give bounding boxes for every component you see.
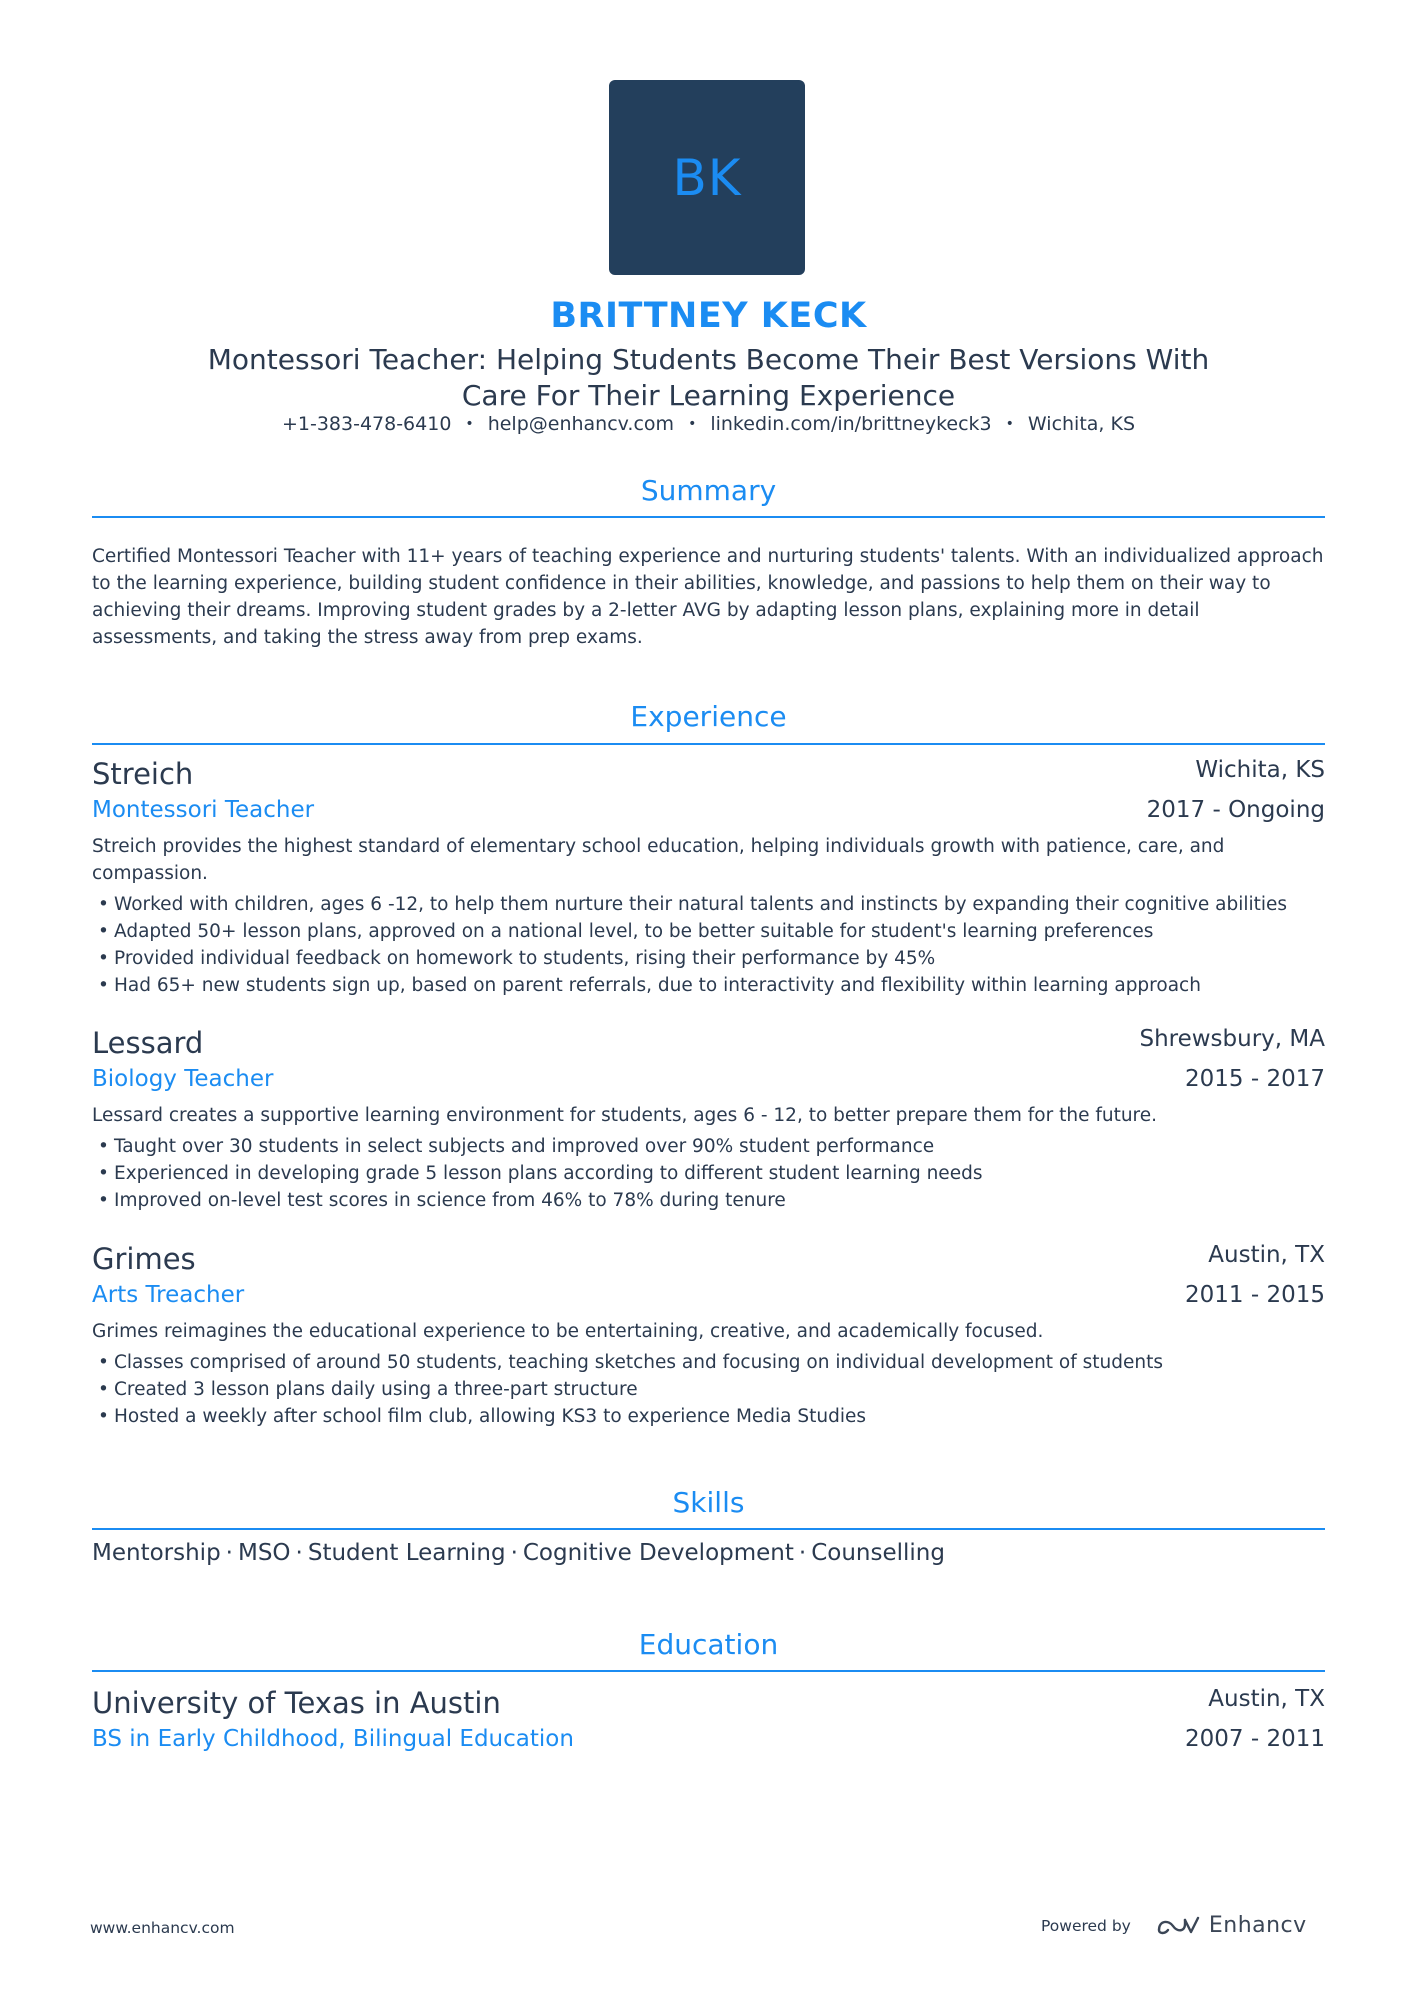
candidate-name: BRITTNEY KECK bbox=[550, 296, 867, 336]
skills-divider bbox=[92, 1528, 1325, 1530]
experience-divider bbox=[92, 743, 1325, 745]
separator-dot: • bbox=[688, 416, 697, 432]
job-location: Wichita, KS bbox=[1195, 757, 1325, 783]
bullet-item: • Had 65+ new students sign up, based on parent referrals, due to interactivity and flexibility within learning approach bbox=[92, 972, 1325, 999]
bullet-item: • Adapted 50+ lesson plans, approved on a national level, to be better suitable for student's learning preferences bbox=[92, 918, 1325, 945]
job-location: Austin, TX bbox=[1208, 1242, 1325, 1268]
education-entry bbox=[92, 1686, 1325, 1762]
separator-dot: • bbox=[1005, 416, 1014, 432]
skill-separator: · bbox=[295, 1540, 303, 1566]
skill-separator: · bbox=[225, 1540, 233, 1566]
bullet-icon: • bbox=[98, 1163, 109, 1184]
skill-item: Mentorship bbox=[92, 1540, 221, 1566]
bullet-item: • Created 3 lesson plans daily using a three-part structure bbox=[92, 1376, 1325, 1403]
contact-line bbox=[92, 413, 1325, 435]
bullet-icon: • bbox=[98, 1352, 109, 1373]
email-link[interactable]: help@enhancv.com bbox=[487, 413, 675, 435]
job-bullets bbox=[92, 1133, 1325, 1214]
job-dates: 2017 - Ongoing bbox=[1146, 797, 1325, 823]
bullet-icon: • bbox=[98, 975, 109, 996]
company-name: Grimes bbox=[92, 1242, 196, 1276]
enhancv-logo-icon bbox=[1155, 1914, 1201, 1938]
bullet-item: • Taught over 30 students in select subjects and improved over 90% student performance bbox=[92, 1133, 1325, 1160]
job-bullets bbox=[92, 1349, 1325, 1430]
phone[interactable]: +1-383-478-6410 bbox=[281, 413, 452, 435]
company-name: Streich bbox=[92, 757, 194, 791]
bullet-item: • Improved on-level test scores in science from 46% to 78% during tenure bbox=[92, 1187, 1325, 1214]
summary-divider bbox=[92, 516, 1325, 518]
bullet-item: • Worked with children, ages 6 -12, to help them nurture their natural talents and instincts by expanding their cognitive abilities bbox=[92, 891, 1325, 918]
degree: BS in Early Childhood, Bilingual Education bbox=[92, 1726, 574, 1752]
skills-list bbox=[92, 1540, 945, 1566]
job-description: Streich provides the highest standard of elementary school education, helping individuals growth with patience, care, and compassion. bbox=[92, 836, 1225, 884]
experience-entry bbox=[92, 1242, 1325, 1430]
powered-by-label: Powered by bbox=[1041, 1916, 1131, 1935]
job-dates: 2015 - 2017 bbox=[1185, 1066, 1325, 1092]
headline: Montessori Teacher: Helping Students Become Their Best Versions With Care For Their Learning Experience bbox=[207, 343, 1210, 412]
avatar-initials: BK bbox=[672, 148, 742, 207]
company-name: Lessard bbox=[92, 1026, 204, 1060]
footer-website[interactable]: www.enhancv.com bbox=[90, 1919, 235, 1937]
avatar bbox=[609, 80, 805, 275]
job-description: Lessard creates a supportive learning environment for students, ages 6 - 12, to better prepare them for the future. bbox=[92, 1105, 1158, 1126]
bullet-icon: • bbox=[98, 894, 109, 915]
bullet-icon: • bbox=[98, 1379, 109, 1400]
summary-text: Certified Montessori Teacher with 11+ years of teaching experience and nurturing students' talents. With an individualized approach to the learning experience, building student confidence in their abilities, knowledge, and passions to help them on their way to achieving their dreams. Improving student grades by a 2-letter AVG by adapting lesson plans, explaining more in detail assessments, and taking the stress away from prep exams. bbox=[92, 546, 1324, 648]
education-divider bbox=[92, 1670, 1325, 1672]
experience-entry bbox=[92, 1026, 1325, 1214]
brand-name: Enhancv bbox=[1208, 1913, 1307, 1938]
skill-separator: · bbox=[798, 1540, 807, 1566]
bullet-item: • Classes comprised of around 50 students, teaching sketches and focusing on individual development of students bbox=[92, 1349, 1325, 1376]
education-heading: Education bbox=[638, 1628, 779, 1661]
job-location: Shrewsbury, MA bbox=[1139, 1026, 1325, 1052]
job-dates: 2011 - 2015 bbox=[1185, 1282, 1325, 1308]
separator-dot: • bbox=[465, 416, 474, 432]
experience-entry bbox=[92, 757, 1325, 999]
job-title: Biology Teacher bbox=[92, 1066, 274, 1092]
enhancv-logo[interactable] bbox=[1155, 1913, 1307, 1938]
education-dates: 2007 - 2011 bbox=[1185, 1726, 1325, 1752]
skill-separator: · bbox=[510, 1540, 518, 1566]
skills-heading: Skills bbox=[672, 1486, 745, 1519]
skill-item: MSO bbox=[237, 1540, 291, 1566]
skill-item: Cognitive Development bbox=[522, 1540, 794, 1566]
bullet-item: • Provided individual feedback on homework to students, rising their performance by 45% bbox=[92, 945, 1325, 972]
bullet-item: • Experienced in developing grade 5 lesson plans according to different student learning needs bbox=[92, 1160, 1325, 1187]
job-bullets bbox=[92, 891, 1325, 999]
job-description: Grimes reimagines the educational experience to be entertaining, creative, and academically focused. bbox=[92, 1321, 1044, 1342]
footer-branding bbox=[1041, 1913, 1307, 1938]
bullet-icon: • bbox=[98, 1190, 109, 1211]
experience-heading: Experience bbox=[630, 700, 787, 733]
linkedin-link[interactable]: linkedin.com/in/brittneykeck3 bbox=[710, 413, 992, 435]
skill-item: Student Learning bbox=[307, 1540, 506, 1566]
bullet-item: • Hosted a weekly after school film club, allowing KS3 to experience Media Studies bbox=[92, 1403, 1325, 1430]
job-title: Arts Treacher bbox=[92, 1282, 245, 1308]
summary-heading: Summary bbox=[640, 474, 777, 507]
school-location: Austin, TX bbox=[1208, 1686, 1325, 1712]
bullet-icon: • bbox=[98, 1406, 109, 1427]
bullet-icon: • bbox=[98, 921, 109, 942]
job-title: Montessori Teacher bbox=[92, 797, 315, 823]
school-name: University of Texas in Austin bbox=[92, 1686, 501, 1720]
skill-item: Counselling bbox=[811, 1540, 945, 1566]
bullet-icon: • bbox=[98, 1136, 109, 1157]
bullet-icon: • bbox=[98, 948, 109, 969]
location: Wichita, KS bbox=[1027, 413, 1136, 435]
